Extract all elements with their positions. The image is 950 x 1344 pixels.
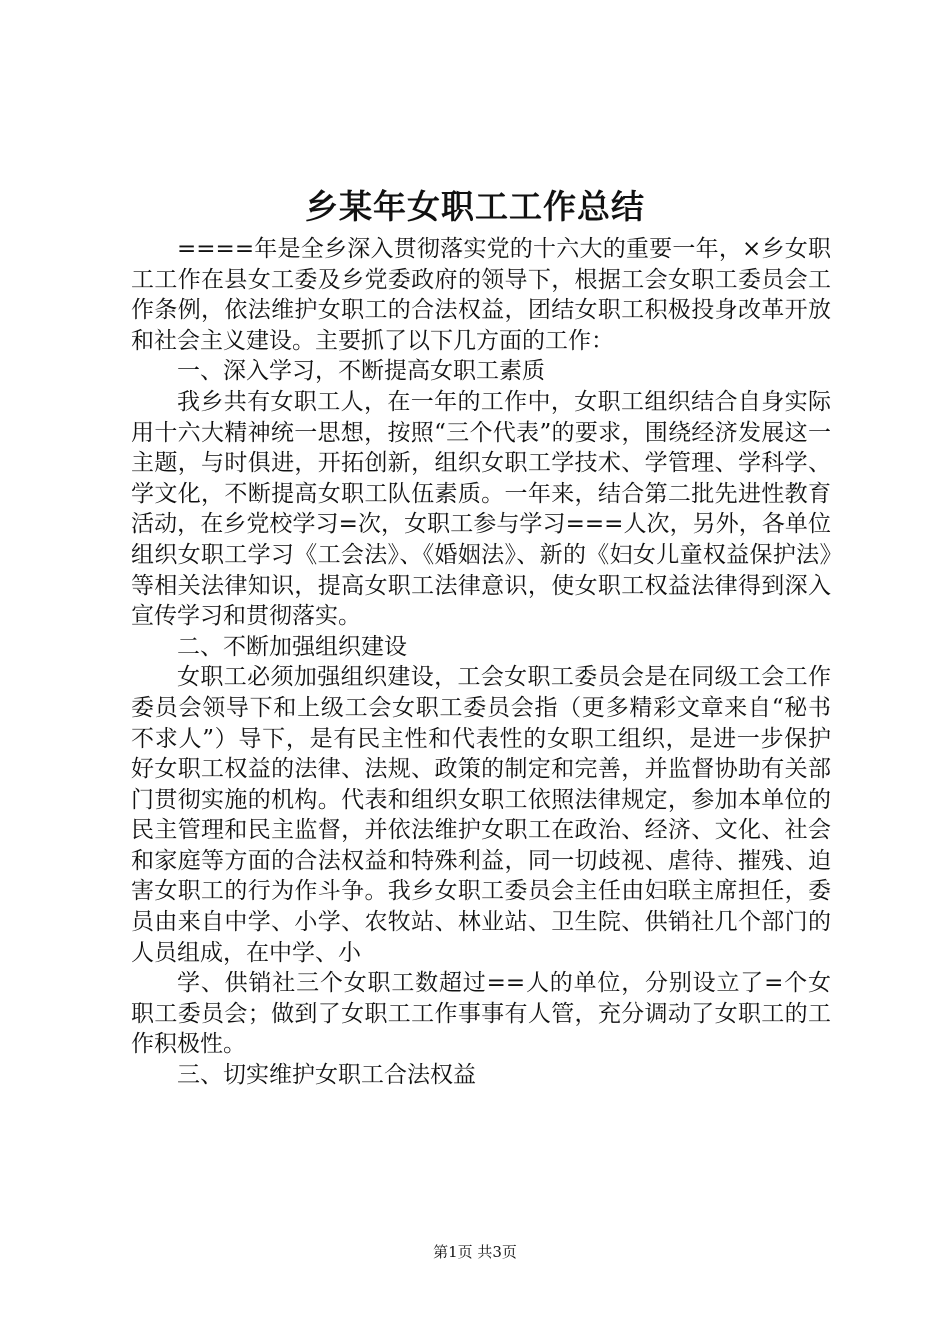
section-heading-1: 一、深入学习，不断提高女职工素质 xyxy=(177,358,545,385)
paragraph-section-1: 我乡共有女职工人，在一年的工作中，女职工组织结合自身实际用十六大精神统一思想，按照“三个代表”的要求，围绕经济发展这一主题，与时俱进，开拓创新，组织女职工学技术、学管理、学科学、学文化，不断提高女职工队伍素质。一年来，结合第二批先进性教育活动，在乡党校学习=次，女职工参与学习===人次，另外，各单位组织女职工学习《工会法》、《婚姻法》、新的《妇女儿童权益保护法》等相关法律知识，提高女职工法律意识，使女职工权益法律得到深入宣传学习和贯彻落实。 xyxy=(131,388,831,630)
document-title: 乡某年女职工工作总结 xyxy=(305,187,645,226)
section-heading-3: 三、切实维护女职工合法权益 xyxy=(177,1062,476,1089)
paragraph-section-2-part-2: 学、供销社三个女职工数超过==人的单位，分别设立了=个女职工委员会；做到了女职工工作事事有人管，充分调动了女职工的工作积极性。 xyxy=(131,970,831,1058)
paragraph-intro: ====年是全乡深入贯彻落实党的十六大的重要一年，×乡女职工工作在县女工委及乡党委政府的领导下，根据工会女职工委员会工作条例，依法维护女职工的合法权益，团结女职工积极投身改革开放和社会主义建设。主要抓了以下几方面的工作： xyxy=(131,236,831,354)
page-number: 第1页 共3页 xyxy=(433,1243,517,1261)
paragraph-section-2-part-1: 女职工必须加强组织建设，工会女职工委员会是在同级工会工作委员会领导下和上级工会女职工委员会指（更多精彩文章来自“秘书不求人”）导下，是有民主性和代表性的女职工组织，是进一步保护好女职工权益的法律、法规、政策的制定和完善，并监督协助有关部门贯彻实施的机构。代表和组织女职工依照法律规定，参加本单位的民主管理和民主监督，并依法维护女职工在政治、经济、文化、社会和家庭等方面的合法权益和特殊利益，同一切歧视、虐待、摧残、迫害女职工的行为作斗争。我乡女职工委员会主任由妇联主席担任，委员由来自中学、小学、农牧站、林业站、卫生院、供销社几个部门的人员组成，在中学、小 xyxy=(131,664,831,966)
section-heading-2: 二、不断加强组织建设 xyxy=(177,633,407,660)
document-body xyxy=(131,234,831,1091)
